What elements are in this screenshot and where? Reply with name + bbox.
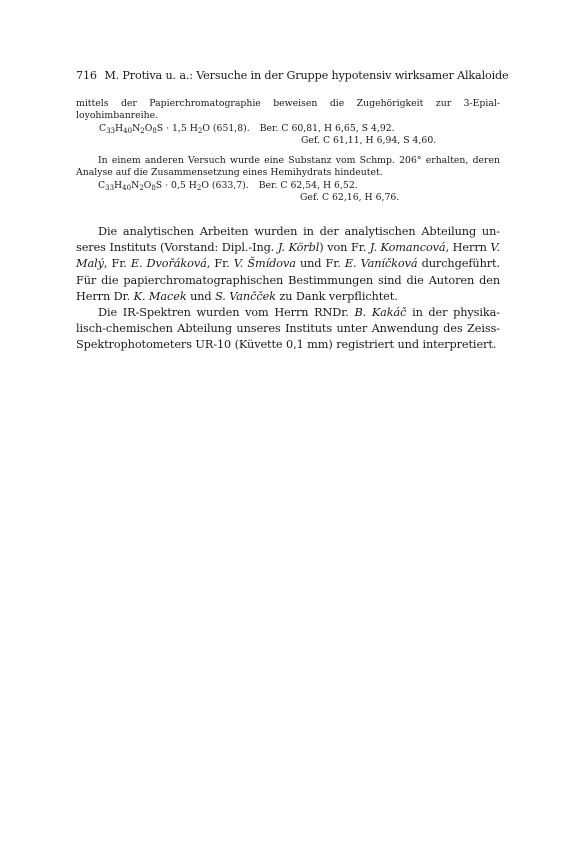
paragraph-analytik: Die analytischen Arbeiten wurden in der analytischen Abteilung un-seres Instituts (Vorstand: Dipl.-Ing. J. Körbl) von Fr. J. Komancová, Herrn V. Malý, Fr. E. Dvořáková, Fr. V. Šmídova und Fr. E. Vaníčková durchgeführt. Für die papierchromatographischen Bestimmungen sind die Autoren den Herrn Dr. K. Macek und S. Vančček zu Dank verpflichtet. xyxy=(76,225,500,303)
formula-1-ber: Ber. C 60,81, H 6,65, S 4,92. xyxy=(259,123,395,134)
formula-2-ber: Ber. C 62,54, H 6,52. xyxy=(258,180,358,191)
formula-1: $C_{33}H_{40}N_2O_8S \cdot 1,5$ $H_2O$ (651,8). Ber. C 60,81, H 6,65, S 4,92. xyxy=(99,123,395,135)
page-number: 716 xyxy=(76,69,97,82)
acknowledgements xyxy=(76,224,500,354)
paragraph-ir-spektren: Die IR-Spektren wurden vom Herrn RNDr. B. Kakáč in der physika-lisch-chemischen Abteilung unseres Instituts unter Anwendung des Zeiss-Spektrophotometers UR-10 (Küvette 0,1 mm) registriert und interpretiert. xyxy=(76,306,500,352)
paragraph-papierchromatographie: mittels der Papierchromatographie beweisen die Zugehörigkeit zur 3-Epial-loyohimbanreihe. xyxy=(76,98,500,121)
running-title: M. Protiva u. a.: Versuche in der Gruppe hypotensiv wirksamer Alkaloide xyxy=(104,69,509,82)
formula-2-gef: Gef. C 62,16, H 6,76. xyxy=(300,192,400,203)
formula-1-gef: Gef. C 61,11, H 6,94, S 4,60. xyxy=(301,135,437,146)
formula-2: $C_{33}H_{40}N_2O_8S \cdot 0,5$ $H_2O$ (633,7). Ber. C 62,54, H 6,52. xyxy=(98,180,358,192)
running-header xyxy=(76,69,509,82)
paragraph-hemihydrat: In einem anderen Versuch wurde eine Substanz vom Schmp. 206° erhalten, deren Analyse auf die Zusammensetzung eines Hemihydrats hindeutet. xyxy=(76,155,500,178)
